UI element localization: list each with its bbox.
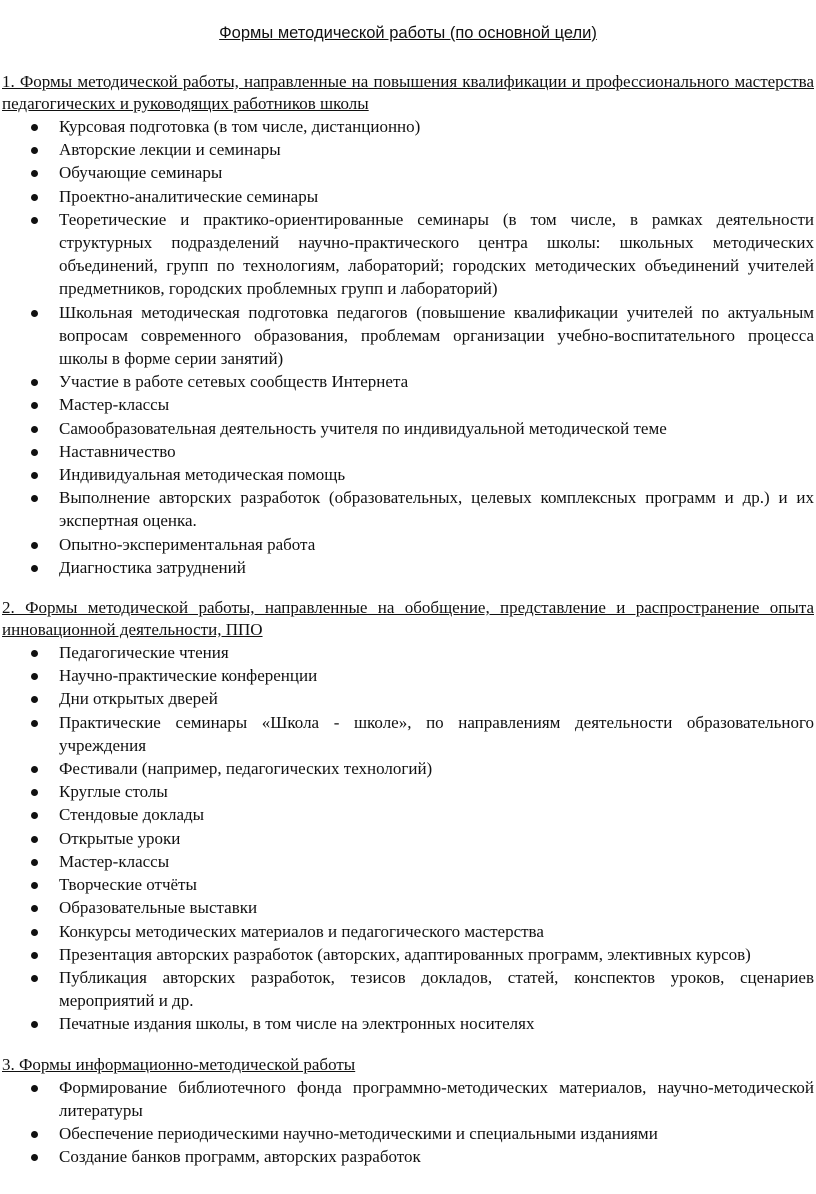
bullet-icon [31,766,38,773]
bullet-icon [31,310,38,317]
list-item-text: Самообразовательная деятельность учителя по индивидуальной методической теме [59,418,667,438]
bullet-icon [31,952,38,959]
list-item [2,1145,814,1168]
bullet-icon [31,789,38,796]
list-item [2,208,814,301]
list-item-text: Авторские лекции и семинары [59,140,281,160]
list-item [2,1076,814,1122]
list-item [2,943,814,966]
bullet-icon [31,720,38,727]
list-item [2,827,814,850]
document-title: Формы методической работы (по основной цели) [219,24,597,42]
bullet-icon [31,882,38,889]
list-item [2,301,814,371]
list-item-text: Открытые уроки [59,828,181,848]
list-item-text: Педагогические чтения [59,643,229,663]
list-item-text: Формирование библиотечного фонда программно-методических материалов, научно-методической литературы [59,1077,814,1120]
bullet-icon [31,812,38,819]
bullet-list [2,641,814,1035]
list-item-text: Проектно-аналитические семинары [59,186,319,206]
list-item-text: Школьная методическая подготовка педагогов (повышение квалификации учителей по актуальным вопросам современного образования, проблемам организации учебно-воспитательного процесса школы в форме серии занятий) [59,302,814,369]
list-item-text: Теоретические и практико-ориентированные семинары (в том числе, в рамках деятельности структурных подразделений научно-практического центра школы: школьных методических объединений, групп по технологиям, лабораторий; городских методических объединений учителей предметников, городских проблемных групп и лабораторий) [59,209,814,299]
section-heading: 1. Формы методической работы, направленные на повышения квалификации и профессионального мастерства педагогических и руководящих работников школы [2,72,814,113]
bullet-icon [31,1131,38,1138]
list-item [2,463,814,486]
bullet-icon [31,1085,38,1092]
section-professional-development [2,71,814,579]
list-item-text: Образовательные выставки [59,898,258,918]
bullet-icon [31,836,38,843]
list-item [2,533,814,556]
list-item-text: Наставничество [59,441,176,461]
list-item [2,641,814,664]
section-experience-sharing [2,597,814,1035]
bullet-icon [31,975,38,982]
bullet-list [2,115,814,579]
bullet-icon [31,1021,38,1028]
list-item-text: Практические семинары «Школа - школе», по направлениям деятельности образовательного учреждения [59,712,814,755]
list-item [2,850,814,873]
list-item-text: Печатные издания школы, в том числе на электронных носителях [59,1014,535,1034]
list-item-text: Диагностика затруднений [59,557,246,577]
section-heading: 2. Формы методической работы, направленные на обобщение, представление и распространение опыта инновационной деятельности, ППО [2,598,814,640]
list-item-text: Курсовая подготовка (в том числе, дистанционно) [59,117,421,136]
list-item [2,185,814,208]
bullet-icon [31,1154,38,1161]
bullet-icon [31,650,38,657]
bullet-icon [31,426,38,433]
list-item-text: Дни открытых дверей [59,689,218,709]
list-item [2,711,814,757]
list-item-text: Публикация авторских разработок, тезисов докладов, статей, конспектов уроков, сценариев мероприятий и др. [59,967,814,1011]
list-item [2,966,814,1012]
list-item-text: Выполнение авторских разработок (образовательных, целевых комплексных программ и др.) и их экспертная оценка. [59,488,814,531]
list-item-text: Фестивали (например, педагогических технологий) [59,759,433,779]
list-item [2,161,814,184]
bullet-list [2,1076,814,1169]
bullet-icon [31,379,38,386]
list-item-text: Научно-практические конференции [59,666,318,686]
list-item [2,780,814,803]
bullet-icon [31,673,38,680]
bullet-icon [31,472,38,479]
list-item-text: Круглые столы [59,782,168,802]
bullet-icon [31,696,38,703]
list-item-text: Мастер-классы [59,851,170,871]
list-item [2,417,814,440]
list-item [2,664,814,687]
bullet-icon [31,217,38,224]
bullet-icon [31,859,38,866]
list-item [2,1122,814,1145]
bullet-icon [31,565,38,572]
bullet-icon [31,449,38,456]
bullet-icon [31,170,38,177]
list-item [2,115,814,138]
list-item-text: Обеспечение периодическими научно-методическими и специальными изданиями [59,1123,658,1143]
bullet-icon [31,929,38,936]
list-item [2,1012,814,1035]
section-heading: 3. Формы информационно-методической работы [2,1054,356,1074]
list-item [2,486,814,532]
list-item-text: Обучающие семинары [59,163,223,183]
list-item-text: Стендовые доклады [59,805,205,825]
section-information-methodical [2,1054,814,1169]
bullet-icon [31,194,38,201]
bullet-icon [31,542,38,549]
list-item-text: Создание банков программ, авторских разработок [59,1147,421,1167]
list-item [2,556,814,579]
list-item-text: Опытно-экспериментальная работа [59,534,316,554]
list-item-text: Презентация авторских разработок (авторских, адаптированных программ, элективных курсов) [59,944,751,964]
list-item-text: Творческие отчёты [59,875,197,895]
bullet-icon [31,124,38,131]
list-item [2,920,814,943]
bullet-icon [31,402,38,409]
list-item [2,687,814,710]
list-item-text: Мастер-классы [59,395,170,415]
bullet-icon [31,905,38,912]
list-item [2,896,814,919]
bullet-icon [31,495,38,502]
list-item [2,138,814,161]
bullet-icon [31,147,38,154]
list-item [2,873,814,896]
list-item [2,757,814,780]
list-item [2,370,814,393]
list-item [2,393,814,416]
list-item-text: Конкурсы методических материалов и педагогического мастерства [59,921,544,941]
list-item [2,440,814,463]
list-item [2,803,814,826]
list-item-text: Участие в работе сетевых сообществ Интернета [59,372,409,392]
list-item-text: Индивидуальная методическая помощь [59,465,346,485]
